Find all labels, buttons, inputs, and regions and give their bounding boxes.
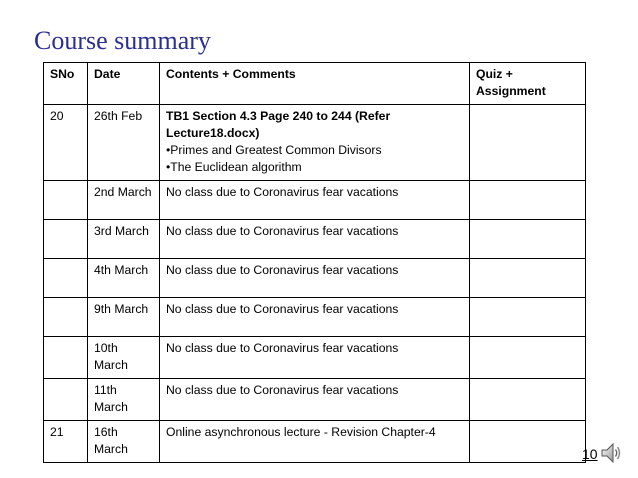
- cell-contents-bullet: •Primes and Greatest Common Divisors: [166, 143, 382, 157]
- cell-quiz: [470, 220, 586, 259]
- cell-sno: [44, 337, 88, 379]
- header-sno: SNo: [44, 63, 88, 105]
- cell-date: 16th March: [88, 421, 160, 463]
- header-date: Date: [88, 63, 160, 105]
- cell-date: 11th March: [88, 379, 160, 421]
- cell-date: 3rd March: [88, 220, 160, 259]
- cell-contents: [160, 105, 470, 181]
- cell-quiz: [470, 421, 586, 463]
- cell-quiz: [470, 259, 586, 298]
- cell-date: 9th March: [88, 298, 160, 337]
- table-row: [44, 298, 586, 337]
- cell-sno: [44, 181, 88, 220]
- cell-quiz: [470, 181, 586, 220]
- table-row: [44, 259, 586, 298]
- table-header-row: [44, 63, 586, 105]
- course-summary-table: [43, 62, 586, 463]
- header-quiz: Quiz + Assignment: [470, 63, 586, 105]
- table-row: [44, 379, 586, 421]
- table-row: [44, 337, 586, 379]
- cell-contents: No class due to Coronavirus fear vacations: [160, 379, 470, 421]
- cell-contents: No class due to Coronavirus fear vacations: [160, 181, 470, 220]
- cell-contents: No class due to Coronavirus fear vacations: [160, 298, 470, 337]
- cell-date: 4th March: [88, 259, 160, 298]
- cell-contents-bullet: •The Euclidean algorithm: [166, 160, 302, 174]
- cell-sno: [44, 220, 88, 259]
- cell-contents: Online asynchronous lecture - Revision Chapter-4: [160, 421, 470, 463]
- speaker-icon[interactable]: [600, 441, 622, 465]
- cell-date: 10th March: [88, 337, 160, 379]
- cell-sno: [44, 298, 88, 337]
- cell-contents: No class due to Coronavirus fear vacations: [160, 259, 470, 298]
- cell-sno: 21: [44, 421, 88, 463]
- cell-date: 2nd March: [88, 181, 160, 220]
- cell-quiz: [470, 105, 586, 181]
- table-row: [44, 105, 586, 181]
- cell-quiz: [470, 337, 586, 379]
- cell-contents: No class due to Coronavirus fear vacations: [160, 337, 470, 379]
- slide-title: Course summary: [34, 26, 211, 55]
- cell-contents-title: TB1 Section 4.3 Page 240 to 244 (Refer Lecture18.docx): [166, 109, 391, 140]
- cell-sno: 20: [44, 105, 88, 181]
- cell-contents: No class due to Coronavirus fear vacations: [160, 220, 470, 259]
- cell-sno: [44, 379, 88, 421]
- cell-sno: [44, 259, 88, 298]
- header-contents: Contents + Comments: [160, 63, 470, 105]
- cell-quiz: [470, 298, 586, 337]
- cell-quiz: [470, 379, 586, 421]
- table-row: [44, 220, 586, 259]
- table-row: [44, 181, 586, 220]
- table-row: [44, 421, 586, 463]
- cell-date: 26th Feb: [88, 105, 160, 181]
- page-number: 10: [582, 446, 598, 462]
